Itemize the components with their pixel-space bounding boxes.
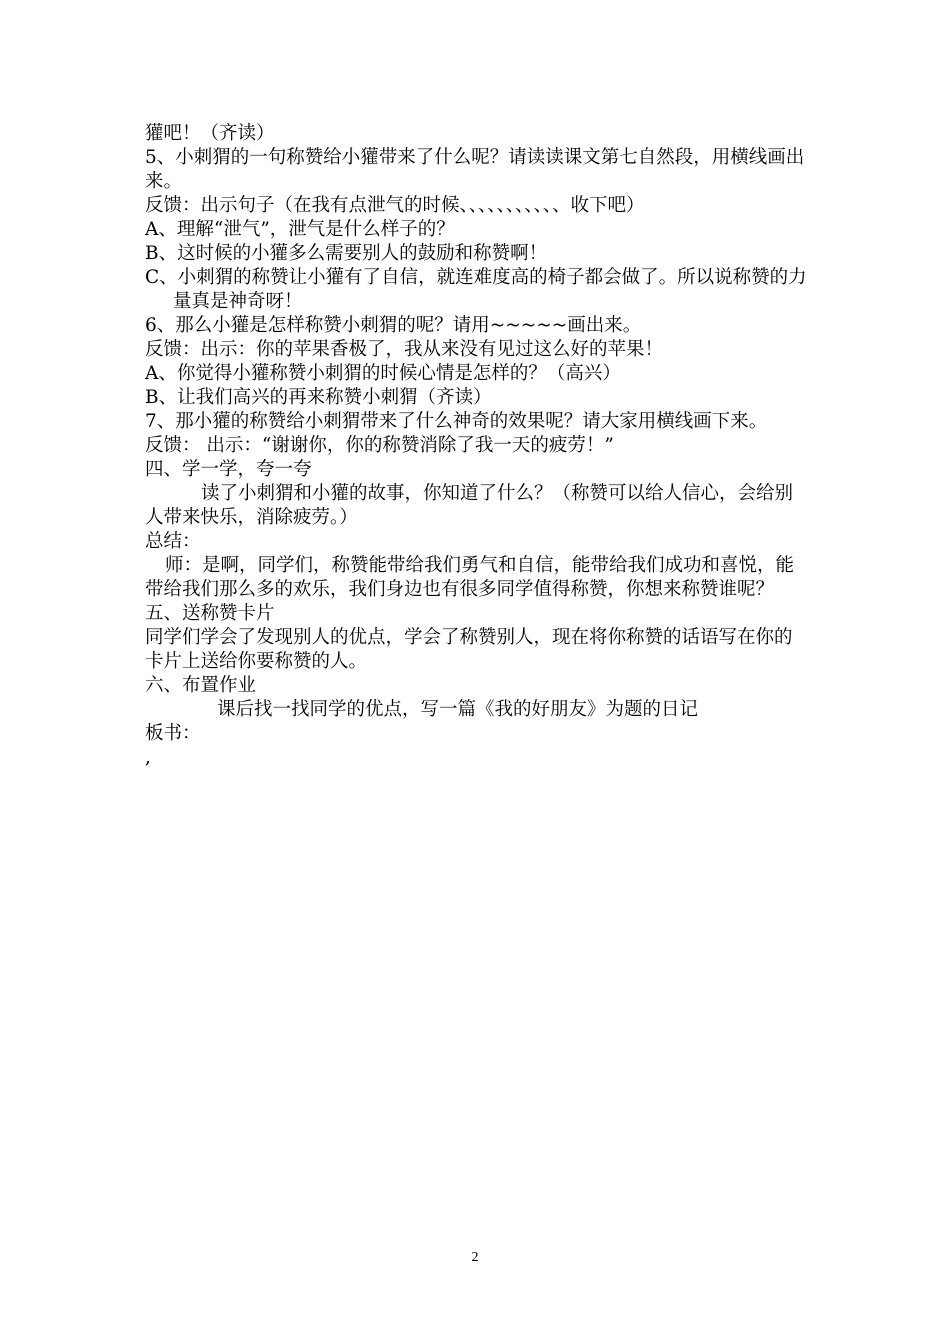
page-number: 2 (471, 1250, 479, 1265)
item-b: B、让我们高兴的再来称赞小刺猬（齐读） (145, 387, 492, 408)
comma-mark: , (145, 747, 151, 768)
question-7: 7、那小獾的称赞给小刺猬带来了什么神奇的效果呢？请大家用横线画下来。 (145, 411, 768, 432)
question-6: 6、那么小獾是怎样称赞小刺猬的呢？请用~~~~~画出来。 (145, 315, 642, 336)
paragraph: 同学们学会了发现别人的优点，学会了称赞别人，现在将你称赞的话语写在你的卡片上送给你要称赞的人。 (145, 627, 793, 672)
item-a: A、你觉得小獾称赞小刺猬的时候心情是怎样的？（高兴） (145, 363, 621, 384)
item-b: B、这时候的小獾多么需要别人的鼓励和称赞啊！ (145, 243, 548, 264)
document-body (145, 122, 810, 770)
section-heading-5: 五、送称赞卡片 (145, 603, 275, 624)
homework-line: 课后找一找同学的优点，写一篇《我的好朋友》为题的日记 (217, 699, 699, 720)
question-5: 5、小刺猬的一句称赞给小獾带来了什么呢？请读读课文第七自然段，用横线画出来。 (145, 147, 805, 192)
item-a: A、理解“泄气”，泄气是什么样子的？ (145, 219, 455, 240)
feedback-line: 反馈：出示：你的苹果香极了，我从来没有见过这么好的苹果！ (145, 339, 664, 360)
feedback-line: 反馈： 出示：“谢谢你，你的称赞消除了我一天的疲劳！” (145, 435, 614, 456)
section-heading-6: 六、布置作业 (145, 675, 257, 696)
text-line: 獾吧！（齐读） (145, 123, 275, 144)
paragraph: 读了小刺猬和小獾的故事，你知道了什么？（称赞可以给人信心，会给别人带来快乐，消除疲劳。） (145, 483, 794, 528)
board-heading: 板书： (145, 723, 201, 744)
summary-heading: 总结： (145, 531, 201, 552)
section-heading-4: 四、学一学，夸一夸 (145, 459, 312, 480)
feedback-line: 反馈：出示句子（在我有点泄气的时候、、、、、、、、、、、收下吧） (145, 195, 645, 216)
teacher-paragraph: 师：是啊，同学们，称赞能带给我们勇气和自信，能带给我们成功和喜悦，能带给我们那么多的欢乐，我们身边也有很多同学值得称赞，你想来称赞谁呢？ (145, 555, 795, 600)
item-c: C、小刺猬的称赞让小獾有了自信，就连难度高的椅子都会做了。所以说称赞的力量真是神奇呀！ (145, 267, 807, 312)
